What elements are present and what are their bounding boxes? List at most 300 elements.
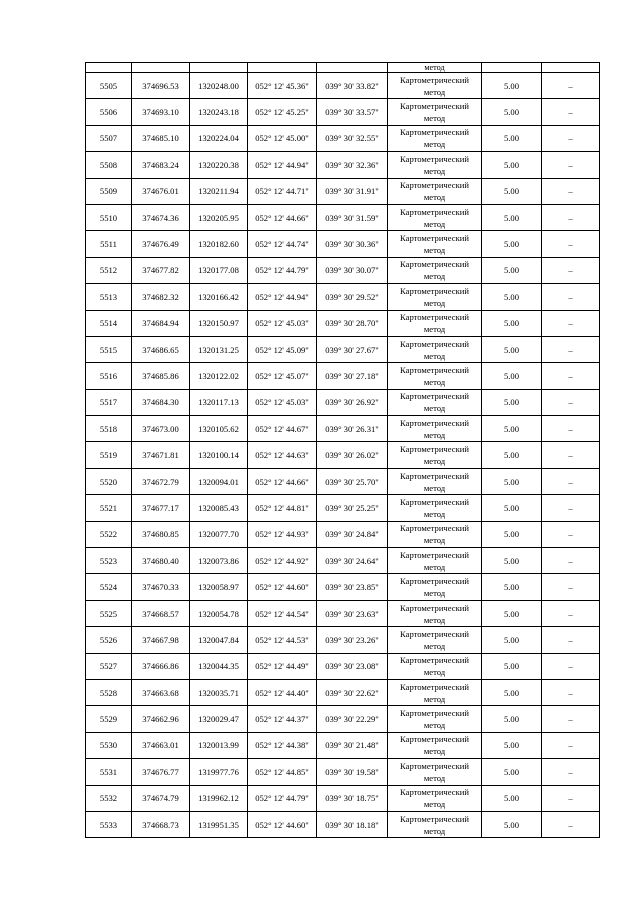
latitude-cell: 052° 12' 44.79" <box>248 785 317 811</box>
empty-cell <box>317 63 388 73</box>
method-line-1: Картометрический <box>400 470 469 481</box>
x-coordinate-cell: 374696.53 <box>132 73 190 99</box>
y-coordinate-cell: 1320243.18 <box>190 99 248 125</box>
method-line-1: Картометрический <box>400 628 469 639</box>
method-line-1: Картометрический <box>400 708 469 719</box>
method-cell <box>388 811 482 837</box>
x-coordinate-cell: 374672.79 <box>132 468 190 494</box>
y-coordinate-cell: 1320013.99 <box>190 732 248 758</box>
method-cell <box>388 416 482 442</box>
latitude-cell: 052° 12' 44.93" <box>248 521 317 547</box>
method-line-1: Картометрический <box>400 74 469 85</box>
accuracy-cell: 5.00 <box>482 706 542 732</box>
accuracy-cell: 5.00 <box>482 679 542 705</box>
note-cell: – <box>542 336 600 362</box>
latitude-cell: 052° 12' 44.94" <box>248 152 317 178</box>
note-cell: – <box>542 284 600 310</box>
empty-cell <box>482 63 542 73</box>
accuracy-cell: 5.00 <box>482 99 542 125</box>
y-coordinate-cell: 1320177.08 <box>190 257 248 283</box>
method-line-2: метод <box>423 403 446 414</box>
y-coordinate-cell: 1320029.47 <box>190 706 248 732</box>
table-row <box>86 679 600 705</box>
note-cell: – <box>542 521 600 547</box>
longitude-cell: 039° 30' 23.63" <box>317 600 388 626</box>
x-coordinate-cell: 374676.77 <box>132 759 190 785</box>
point-number-cell: 5511 <box>86 231 132 257</box>
y-coordinate-cell: 1320224.04 <box>190 125 248 151</box>
method-line-1: Картометрический <box>400 602 469 613</box>
latitude-cell: 052° 12' 45.36" <box>248 73 317 99</box>
latitude-cell: 052° 12' 44.74" <box>248 231 317 257</box>
x-coordinate-cell: 374674.79 <box>132 785 190 811</box>
method-line-1: Картометрический <box>400 549 469 560</box>
note-cell: – <box>542 627 600 653</box>
y-coordinate-cell: 1320077.70 <box>190 521 248 547</box>
note-cell: – <box>542 416 600 442</box>
method-line-2: метод <box>423 245 446 256</box>
method-line-2: метод <box>423 535 446 546</box>
table-row <box>86 99 600 125</box>
accuracy-cell: 5.00 <box>482 310 542 336</box>
point-number-cell: 5524 <box>86 574 132 600</box>
method-cell <box>388 548 482 574</box>
table-row <box>86 653 600 679</box>
method-line-2: метод <box>423 693 446 704</box>
table-row <box>86 336 600 362</box>
method-line-2: метод <box>423 165 446 176</box>
coordinates-table <box>85 62 600 838</box>
point-number-cell: 5508 <box>86 152 132 178</box>
y-coordinate-cell: 1320035.71 <box>190 679 248 705</box>
accuracy-cell: 5.00 <box>482 389 542 415</box>
method-line-1: Картометрический <box>400 496 469 507</box>
longitude-cell: 039° 30' 21.48" <box>317 732 388 758</box>
longitude-cell: 039° 30' 23.26" <box>317 627 388 653</box>
accuracy-cell: 5.00 <box>482 231 542 257</box>
accuracy-cell: 5.00 <box>482 125 542 151</box>
y-coordinate-cell: 1320220.38 <box>190 152 248 178</box>
method-fragment-cell: метод <box>388 63 482 73</box>
point-number-cell: 5514 <box>86 310 132 336</box>
x-coordinate-cell: 374662.96 <box>132 706 190 732</box>
method-cell <box>388 231 482 257</box>
y-coordinate-cell: 1319951.35 <box>190 811 248 837</box>
method-line-1: Картометрический <box>400 259 469 270</box>
x-coordinate-cell: 374676.49 <box>132 231 190 257</box>
accuracy-cell: 5.00 <box>482 548 542 574</box>
x-coordinate-cell: 374682.32 <box>132 284 190 310</box>
y-coordinate-cell: 1320117.13 <box>190 389 248 415</box>
continued-row <box>86 63 600 73</box>
accuracy-cell: 5.00 <box>482 363 542 389</box>
method-line-1: Картометрический <box>400 787 469 798</box>
method-cell <box>388 468 482 494</box>
method-cell <box>388 152 482 178</box>
point-number-cell: 5509 <box>86 178 132 204</box>
note-cell: – <box>542 653 600 679</box>
table-row <box>86 73 600 99</box>
method-line-2: метод <box>423 720 446 731</box>
longitude-cell: 039° 30' 24.64" <box>317 548 388 574</box>
note-cell: – <box>542 310 600 336</box>
accuracy-cell: 5.00 <box>482 811 542 837</box>
x-coordinate-cell: 374677.82 <box>132 257 190 283</box>
method-cell <box>388 732 482 758</box>
latitude-cell: 052° 12' 44.37" <box>248 706 317 732</box>
table-row <box>86 495 600 521</box>
method-line-2: метод <box>423 456 446 467</box>
accuracy-cell: 5.00 <box>482 257 542 283</box>
method-line-2: метод <box>423 297 446 308</box>
longitude-cell: 039° 30' 22.29" <box>317 706 388 732</box>
table-row <box>86 548 600 574</box>
point-number-cell: 5532 <box>86 785 132 811</box>
note-cell: – <box>542 811 600 837</box>
latitude-cell: 052° 12' 44.71" <box>248 178 317 204</box>
method-line-2: метод <box>423 561 446 572</box>
note-cell: – <box>542 363 600 389</box>
latitude-cell: 052° 12' 45.00" <box>248 125 317 151</box>
method-cell <box>388 284 482 310</box>
method-cell <box>388 442 482 468</box>
longitude-cell: 039° 30' 23.85" <box>317 574 388 600</box>
point-number-cell: 5516 <box>86 363 132 389</box>
method-line-1: Картометрический <box>400 417 469 428</box>
method-line-1: Картометрический <box>400 444 469 455</box>
accuracy-cell: 5.00 <box>482 732 542 758</box>
note-cell: – <box>542 152 600 178</box>
accuracy-cell: 5.00 <box>482 336 542 362</box>
latitude-cell: 052° 12' 44.40" <box>248 679 317 705</box>
method-cell <box>388 178 482 204</box>
method-line-2: метод <box>423 86 446 97</box>
method-cell <box>388 389 482 415</box>
point-number-cell: 5515 <box>86 336 132 362</box>
note-cell: – <box>542 442 600 468</box>
method-line-1: Картометрический <box>400 760 469 771</box>
longitude-cell: 039° 30' 18.18" <box>317 811 388 837</box>
y-coordinate-cell: 1320122.02 <box>190 363 248 389</box>
method-line-2: метод <box>423 799 446 810</box>
point-number-cell: 5521 <box>86 495 132 521</box>
latitude-cell: 052° 12' 44.60" <box>248 574 317 600</box>
longitude-cell: 039° 30' 23.08" <box>317 653 388 679</box>
table-row <box>86 600 600 626</box>
table-row <box>86 231 600 257</box>
latitude-cell: 052° 12' 44.63" <box>248 442 317 468</box>
latitude-cell: 052° 12' 44.60" <box>248 811 317 837</box>
x-coordinate-cell: 374673.00 <box>132 416 190 442</box>
note-cell: – <box>542 73 600 99</box>
accuracy-cell: 5.00 <box>482 759 542 785</box>
point-number-cell: 5519 <box>86 442 132 468</box>
latitude-cell: 052° 12' 45.25" <box>248 99 317 125</box>
method-line-2: метод <box>423 218 446 229</box>
accuracy-cell: 5.00 <box>482 416 542 442</box>
table-row <box>86 152 600 178</box>
latitude-cell: 052° 12' 45.07" <box>248 363 317 389</box>
y-coordinate-cell: 1320073.86 <box>190 548 248 574</box>
accuracy-cell: 5.00 <box>482 204 542 230</box>
x-coordinate-cell: 374671.81 <box>132 442 190 468</box>
x-coordinate-cell: 374693.10 <box>132 99 190 125</box>
point-number-cell: 5530 <box>86 732 132 758</box>
y-coordinate-cell: 1320205.95 <box>190 204 248 230</box>
longitude-cell: 039° 30' 26.02" <box>317 442 388 468</box>
longitude-cell: 039° 30' 30.07" <box>317 257 388 283</box>
method-line-2: метод <box>423 640 446 651</box>
y-coordinate-cell: 1320085.43 <box>190 495 248 521</box>
longitude-cell: 039° 30' 25.70" <box>317 468 388 494</box>
accuracy-cell: 5.00 <box>482 600 542 626</box>
method-cell <box>388 679 482 705</box>
accuracy-cell: 5.00 <box>482 442 542 468</box>
method-cell <box>388 600 482 626</box>
method-line-1: Картометрический <box>400 101 469 112</box>
longitude-cell: 039° 30' 31.91" <box>317 178 388 204</box>
longitude-cell: 039° 30' 32.36" <box>317 152 388 178</box>
x-coordinate-cell: 374670.33 <box>132 574 190 600</box>
point-number-cell: 5528 <box>86 679 132 705</box>
method-line-2: метод <box>423 376 446 387</box>
empty-cell <box>248 63 317 73</box>
note-cell: – <box>542 732 600 758</box>
y-coordinate-cell: 1320044.35 <box>190 653 248 679</box>
method-line-1: Картометрический <box>400 576 469 587</box>
note-cell: – <box>542 548 600 574</box>
x-coordinate-cell: 374684.94 <box>132 310 190 336</box>
longitude-cell: 039° 30' 26.92" <box>317 389 388 415</box>
note-cell: – <box>542 257 600 283</box>
latitude-cell: 052° 12' 44.54" <box>248 600 317 626</box>
longitude-cell: 039° 30' 27.18" <box>317 363 388 389</box>
latitude-cell: 052° 12' 44.81" <box>248 495 317 521</box>
point-number-cell: 5523 <box>86 548 132 574</box>
longitude-cell: 039° 30' 33.57" <box>317 99 388 125</box>
note-cell: – <box>542 389 600 415</box>
y-coordinate-cell: 1320131.25 <box>190 336 248 362</box>
accuracy-cell: 5.00 <box>482 653 542 679</box>
x-coordinate-cell: 374685.86 <box>132 363 190 389</box>
point-number-cell: 5510 <box>86 204 132 230</box>
method-line-2: метод <box>423 482 446 493</box>
method-line-1: Картометрический <box>400 233 469 244</box>
method-line-1: Картометрический <box>400 813 469 824</box>
table-row <box>86 284 600 310</box>
method-line-2: метод <box>423 139 446 150</box>
method-cell <box>388 73 482 99</box>
longitude-cell: 039° 30' 27.67" <box>317 336 388 362</box>
accuracy-cell: 5.00 <box>482 627 542 653</box>
longitude-cell: 039° 30' 19.58" <box>317 759 388 785</box>
latitude-cell: 052° 12' 44.94" <box>248 284 317 310</box>
method-line-2: метод <box>423 350 446 361</box>
method-line-2: метод <box>423 192 446 203</box>
x-coordinate-cell: 374676.01 <box>132 178 190 204</box>
accuracy-cell: 5.00 <box>482 574 542 600</box>
method-cell <box>388 257 482 283</box>
longitude-cell: 039° 30' 28.70" <box>317 310 388 336</box>
method-cell <box>388 759 482 785</box>
method-line-2: метод <box>423 588 446 599</box>
table-row <box>86 759 600 785</box>
note-cell: – <box>542 495 600 521</box>
method-cell <box>388 495 482 521</box>
y-coordinate-cell: 1319977.76 <box>190 759 248 785</box>
longitude-cell: 039° 30' 25.25" <box>317 495 388 521</box>
accuracy-cell: 5.00 <box>482 785 542 811</box>
point-number-cell: 5513 <box>86 284 132 310</box>
table-row <box>86 706 600 732</box>
latitude-cell: 052° 12' 44.49" <box>248 653 317 679</box>
table-row <box>86 363 600 389</box>
point-number-cell: 5505 <box>86 73 132 99</box>
note-cell: – <box>542 99 600 125</box>
method-cell <box>388 521 482 547</box>
x-coordinate-cell: 374674.36 <box>132 204 190 230</box>
point-number-cell: 5512 <box>86 257 132 283</box>
x-coordinate-cell: 374677.17 <box>132 495 190 521</box>
method-line-1: Картометрический <box>400 153 469 164</box>
note-cell: – <box>542 204 600 230</box>
y-coordinate-cell: 1320094.01 <box>190 468 248 494</box>
longitude-cell: 039° 30' 29.52" <box>317 284 388 310</box>
method-line-2: метод <box>423 772 446 783</box>
method-cell <box>388 627 482 653</box>
y-coordinate-cell: 1320182.60 <box>190 231 248 257</box>
table-row <box>86 204 600 230</box>
note-cell: – <box>542 706 600 732</box>
table-row <box>86 468 600 494</box>
method-line-1: Картометрический <box>400 655 469 666</box>
note-cell: – <box>542 125 600 151</box>
x-coordinate-cell: 374680.40 <box>132 548 190 574</box>
table-row <box>86 627 600 653</box>
table-row <box>86 574 600 600</box>
method-line-1: Картометрический <box>400 180 469 191</box>
empty-cell <box>542 63 600 73</box>
table-row <box>86 389 600 415</box>
x-coordinate-cell: 374683.24 <box>132 152 190 178</box>
note-cell: – <box>542 231 600 257</box>
method-line-2: метод <box>423 429 446 440</box>
note-cell: – <box>542 178 600 204</box>
point-number-cell: 5527 <box>86 653 132 679</box>
note-cell: – <box>542 759 600 785</box>
method-line-2: метод <box>423 113 446 124</box>
point-number-cell: 5517 <box>86 389 132 415</box>
method-line-2: метод <box>423 667 446 678</box>
table-row <box>86 310 600 336</box>
y-coordinate-cell: 1320105.62 <box>190 416 248 442</box>
latitude-cell: 052° 12' 45.03" <box>248 310 317 336</box>
longitude-cell: 039° 30' 32.55" <box>317 125 388 151</box>
method-line-2: метод <box>423 825 446 836</box>
point-number-cell: 5531 <box>86 759 132 785</box>
accuracy-cell: 5.00 <box>482 178 542 204</box>
y-coordinate-cell: 1320150.97 <box>190 310 248 336</box>
accuracy-cell: 5.00 <box>482 73 542 99</box>
longitude-cell: 039° 30' 31.59" <box>317 204 388 230</box>
note-cell: – <box>542 600 600 626</box>
table-row <box>86 811 600 837</box>
latitude-cell: 052° 12' 44.67" <box>248 416 317 442</box>
method-line-1: Картометрический <box>400 312 469 323</box>
y-coordinate-cell: 1320054.78 <box>190 600 248 626</box>
x-coordinate-cell: 374663.68 <box>132 679 190 705</box>
longitude-cell: 039° 30' 26.31" <box>317 416 388 442</box>
y-coordinate-cell: 1320211.94 <box>190 178 248 204</box>
table-row <box>86 521 600 547</box>
table-row <box>86 785 600 811</box>
longitude-cell: 039° 30' 24.84" <box>317 521 388 547</box>
latitude-cell: 052° 12' 44.79" <box>248 257 317 283</box>
accuracy-cell: 5.00 <box>482 284 542 310</box>
method-cell <box>388 785 482 811</box>
latitude-cell: 052° 12' 44.85" <box>248 759 317 785</box>
point-number-cell: 5526 <box>86 627 132 653</box>
table-row <box>86 416 600 442</box>
point-number-cell: 5529 <box>86 706 132 732</box>
y-coordinate-cell: 1320047.84 <box>190 627 248 653</box>
method-line-1: Картометрический <box>400 681 469 692</box>
point-number-cell: 5507 <box>86 125 132 151</box>
method-cell <box>388 653 482 679</box>
empty-cell <box>86 63 132 73</box>
note-cell: – <box>542 679 600 705</box>
method-cell <box>388 363 482 389</box>
method-line-1: Картометрический <box>400 127 469 138</box>
latitude-cell: 052° 12' 45.09" <box>248 336 317 362</box>
table-row <box>86 732 600 758</box>
x-coordinate-cell: 374680.85 <box>132 521 190 547</box>
y-coordinate-cell: 1320166.42 <box>190 284 248 310</box>
method-line-1: Картометрический <box>400 734 469 745</box>
note-cell: – <box>542 785 600 811</box>
accuracy-cell: 5.00 <box>482 468 542 494</box>
y-coordinate-cell: 1320100.14 <box>190 442 248 468</box>
empty-cell <box>190 63 248 73</box>
method-cell <box>388 204 482 230</box>
method-cell <box>388 574 482 600</box>
y-coordinate-cell: 1320248.00 <box>190 73 248 99</box>
method-line-1: Картометрический <box>400 285 469 296</box>
method-line-2: метод <box>423 508 446 519</box>
point-number-cell: 5506 <box>86 99 132 125</box>
accuracy-cell: 5.00 <box>482 152 542 178</box>
x-coordinate-cell: 374668.73 <box>132 811 190 837</box>
x-coordinate-cell: 374684.30 <box>132 389 190 415</box>
method-cell <box>388 125 482 151</box>
method-line-1: Картометрический <box>400 364 469 375</box>
x-coordinate-cell: 374666.86 <box>132 653 190 679</box>
note-cell: – <box>542 574 600 600</box>
accuracy-cell: 5.00 <box>482 521 542 547</box>
table-row <box>86 125 600 151</box>
x-coordinate-cell: 374686.65 <box>132 336 190 362</box>
table-row <box>86 178 600 204</box>
method-cell <box>388 310 482 336</box>
longitude-cell: 039° 30' 30.36" <box>317 231 388 257</box>
point-number-cell: 5518 <box>86 416 132 442</box>
longitude-cell: 039° 30' 18.75" <box>317 785 388 811</box>
method-line-1: Картометрический <box>400 523 469 534</box>
point-number-cell: 5525 <box>86 600 132 626</box>
method-line-2: метод <box>423 614 446 625</box>
method-line-2: метод <box>423 271 446 282</box>
latitude-cell: 052° 12' 45.03" <box>248 389 317 415</box>
